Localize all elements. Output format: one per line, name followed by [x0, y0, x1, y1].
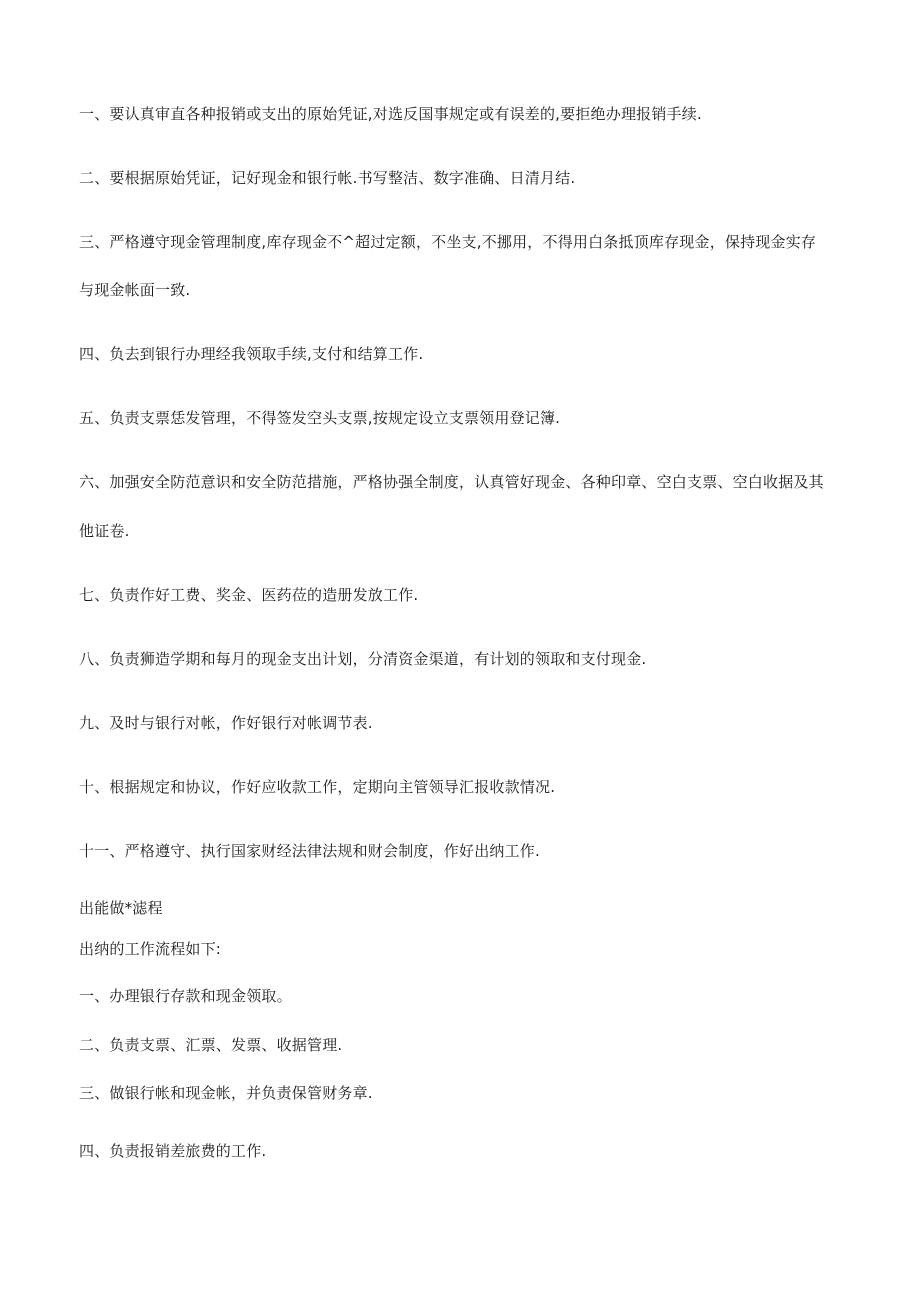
duty-item-5: 五、负责支票恁发管理，不得签发空头支票,按规定设立支票领用登记簿. [79, 409, 561, 427]
section-intro: 出纳的工作流程如下: [79, 940, 222, 958]
duty-item-8: 八、负责狮造学期和每月的现金支出计划，分清资金渠道，有计划的领取和支付现金. [79, 650, 647, 668]
process-item-4: 四、负责报销差旅费的工作. [79, 1142, 267, 1160]
duty-item-2: 二、要根据原始凭证，记好现金和银行帐.书写整洁、数字准确、日清月结. [79, 169, 576, 187]
section-title: 出能做*滤程 [79, 899, 163, 917]
duty-item-9: 九、及时与银行对帐，作好银行对帐调节表. [79, 714, 373, 732]
process-item-1: 一、办理银行存款和现金领取。 [79, 987, 292, 1005]
duty-item-6-continued: 他证卷. [79, 522, 130, 540]
duty-item-10: 十、根据规定和协议，作好应收款工作，定期向主管领导汇报收款情况. [79, 778, 556, 796]
duty-item-4: 四、负去到银行办理经我领取手续,支付和结算工作. [79, 345, 424, 363]
duty-item-3-continued: 与现金帐面一致. [79, 281, 191, 299]
duty-item-6: 六、加强安全防范意识和安全防范措施，严格协强全制度，认真管好现金、各种印章、空白支票、空白收据及其 [79, 473, 824, 491]
duty-item-7: 七、负责作好工费、奖金、医药莅的造册发放工作. [79, 586, 419, 604]
duty-item-3: 三、严格遵守现金管理制度,库存现金不^超过定额，不坐支,不挪用，不得用白条抵顶库存现金，保持现金实存 [79, 233, 817, 251]
process-item-3: 三、做银行帐和现金帐，并负责保管财务章. [79, 1084, 373, 1102]
process-item-2: 二、负责支票、汇票、发票、收据管理. [79, 1036, 343, 1054]
duty-item-11: 十一、严格遵守、执行国家财经法律法规和财会制度，作好出纳工作. [79, 842, 540, 860]
duty-item-1: 一、要认真审直各种报销或支出的原始凭证,对选反国事规定或有误差的,要拒绝办理报销手续. [79, 105, 702, 123]
